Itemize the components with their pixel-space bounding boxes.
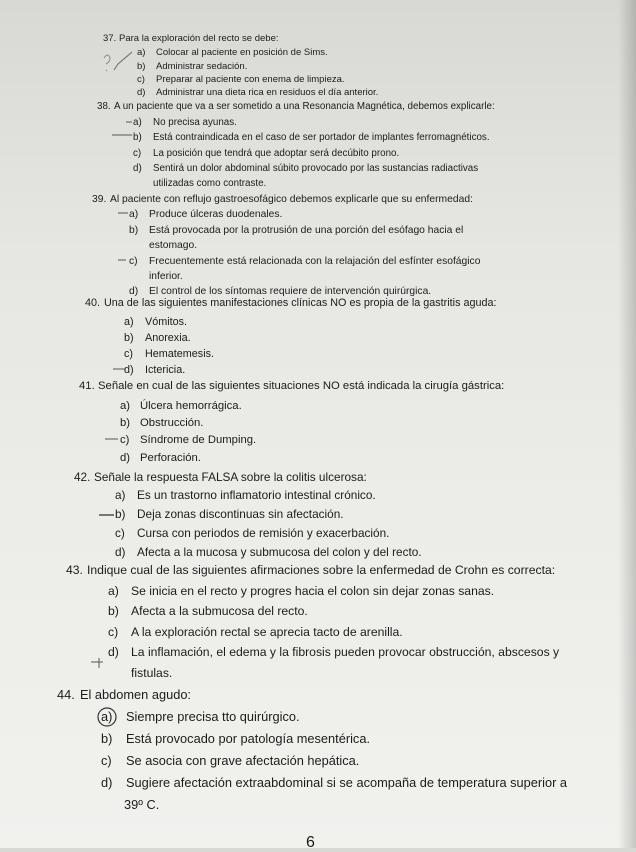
option-text: Perforación. <box>140 452 201 464</box>
option-text: Está provocado por patología mesentérica. <box>126 731 370 746</box>
handwritten-arrow-icon <box>108 118 138 142</box>
option-letter: c) <box>101 753 112 768</box>
question-stem: El abdomen agudo: <box>80 687 191 702</box>
option-letter: c) <box>133 148 142 159</box>
option-letter: b) <box>115 507 126 521</box>
question-stem: Señale en cual de las siguientes situaciones NO está indicada la cirugía gástrica: <box>98 380 505 392</box>
option-letter: c) <box>108 625 119 639</box>
option-letter: c) <box>115 526 125 540</box>
option-letter: b) <box>108 604 119 618</box>
option-text: Administrar sedación. <box>156 61 248 72</box>
option-text: Se inicia en el recto y progres hacia el colon sin dejar zonas sanas. <box>131 584 495 598</box>
option-text: La inflamación, el edema y la fibrosis pueden provocar obstrucción, abscesos y <box>131 645 560 659</box>
option-letter: a) <box>124 316 134 328</box>
option-text-continued: 39º C. <box>124 797 160 812</box>
option-letter: a) <box>108 584 119 598</box>
option-letter: b) <box>137 61 146 72</box>
question-stem: Una de las siguientes manifestaciones clínicas NO es propia de la gastritis aguda: <box>104 297 497 309</box>
handwritten-arrow-icon <box>104 432 120 446</box>
option-letter: b) <box>129 225 139 236</box>
page-number: 6 <box>306 834 315 851</box>
option-text-continued: utilizadas como contraste. <box>153 178 267 189</box>
question-number: 39. <box>92 194 107 205</box>
option-letter: d) <box>115 545 126 559</box>
option-text: Cursa con periodos de remisión y exacerbación. <box>137 526 390 540</box>
option-text: Úlcera hemorrágica. <box>140 400 242 412</box>
handwritten-arrow-icon <box>116 206 132 266</box>
handwritten-arrow-icon <box>98 508 118 522</box>
question-number: 43. <box>66 563 83 577</box>
option-text: Siempre precisa tto quirúrgico. <box>126 709 300 724</box>
option-letter: d) <box>137 87 146 98</box>
option-letter: c) <box>137 74 145 85</box>
question-number: 42. <box>74 470 91 484</box>
question-stem: Para la exploración del recto se debe: <box>119 33 279 44</box>
option-text: Colocar al paciente en posición de Sims. <box>156 47 328 58</box>
option-text: Sugiere afectación extraabdominal si se acompaña de temperatura superior a <box>126 775 568 790</box>
option-text: Deja zonas discontinuas sin afectación. <box>137 507 344 521</box>
option-letter: c) <box>120 434 130 446</box>
option-text-continued: fistulas. <box>131 666 173 680</box>
option-letter: a) <box>133 117 142 128</box>
option-text: Es un trastorno inflamatorio intestinal crónico. <box>137 488 376 502</box>
option-letter: b) <box>120 417 131 429</box>
option-text: Hematemesis. <box>145 348 214 360</box>
option-letter: a) <box>101 709 113 724</box>
option-text: Obstrucción. <box>140 417 204 429</box>
option-text-continued: inferior. <box>149 271 183 282</box>
option-text: No precisa ayunas. <box>153 117 237 128</box>
option-text: Se asocia con grave afectación hepática. <box>126 753 360 768</box>
question-stem: Señale la respuesta FALSA sobre la colitis ulcerosa: <box>94 470 367 484</box>
option-text: Ictericia. <box>145 364 186 376</box>
option-letter: c) <box>124 348 133 360</box>
option-text: Afecta a la mucosa y submucosa del colon y del recto. <box>137 545 422 559</box>
option-letter: c) <box>129 256 138 267</box>
handwritten-mark-icon <box>96 48 136 76</box>
option-text: La posición que tendrá que adoptar será decúbito prono. <box>153 148 400 159</box>
answer-circle-icon <box>96 705 120 729</box>
question-stem: Al paciente con reflujo gastroesofágico debemos explicarle que su enfermedad: <box>110 194 473 205</box>
question-number: 44. <box>57 687 75 702</box>
option-letter: d) <box>120 452 131 464</box>
option-letter: a) <box>120 400 131 412</box>
option-text: El control de los síntomas requiere de intervención quirúrgica. <box>149 286 432 297</box>
question-number: 40. <box>85 297 101 309</box>
option-text: Sentirá un dolor abdominal súbito provocado por las sustancias radiactivas <box>153 163 479 174</box>
option-letter: d) <box>129 286 139 297</box>
option-text: Está contraindicada en el caso de ser portador de implantes ferromagnéticos. <box>153 132 490 143</box>
option-text: Administrar una dieta rica en residuos el día anterior. <box>156 87 379 98</box>
option-text: Está provocada por la protrusión de una porción del esófago hacia el <box>149 225 464 236</box>
option-letter: b) <box>133 132 142 143</box>
option-letter: d) <box>133 163 142 174</box>
option-text: Preparar al paciente con enema de limpieza. <box>156 74 345 85</box>
handwritten-arrow-icon <box>112 362 128 376</box>
option-letter: a) <box>137 47 146 58</box>
option-letter: b) <box>101 731 113 746</box>
option-letter: d) <box>101 775 113 790</box>
option-letter: a) <box>115 488 126 502</box>
option-letter: d) <box>124 364 134 376</box>
option-text-continued: estomago. <box>149 240 198 251</box>
handwritten-arrow-icon <box>90 654 108 670</box>
option-text: Anorexia. <box>145 332 191 344</box>
option-letter: d) <box>108 645 119 659</box>
page-edge-shadow <box>618 0 636 848</box>
option-text: Produce úlceras duodenales. <box>149 209 283 220</box>
option-letter: b) <box>124 332 134 344</box>
option-letter: a) <box>129 209 139 220</box>
option-text: Frecuentemente está relacionada con la relajación del esfínter esofágico <box>149 256 481 267</box>
question-number: 38. <box>97 101 111 112</box>
question-number: 41. <box>79 380 95 392</box>
question-stem: A un paciente que va a ser sometido a una Resonancia Magnética, debemos explicarle: <box>114 101 495 112</box>
option-text: Afecta a la submucosa del recto. <box>131 604 308 618</box>
option-text: A la exploración rectal se aprecia tacto de arenilla. <box>131 625 403 639</box>
option-text: Síndrome de Dumping. <box>140 434 257 446</box>
question-stem: Indique cual de las siguientes afirmaciones sobre la enfermedad de Crohn es correcta: <box>87 563 556 577</box>
option-text: Vómitos. <box>145 316 188 328</box>
question-number: 37. <box>103 33 117 44</box>
